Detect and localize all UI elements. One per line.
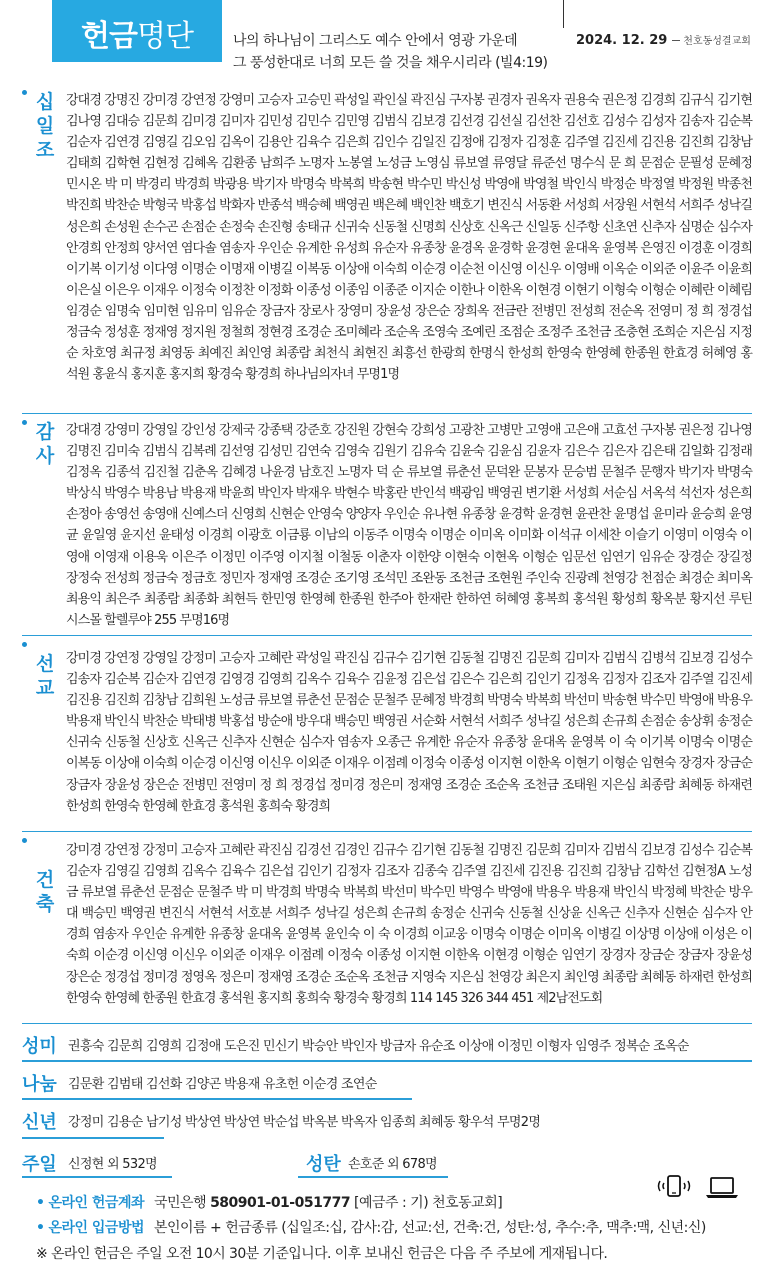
divider-christmas: [298, 1176, 448, 1178]
divider-sunday: [22, 1176, 172, 1178]
title-light: 명단: [137, 19, 193, 54]
account-number[interactable]: 580901-01-051777: [210, 1195, 351, 1211]
section-label-rice: 성미: [22, 1036, 57, 1057]
divider-share: [22, 1098, 412, 1100]
date-dash: [672, 40, 680, 41]
section-label-christmas: 성탄: [306, 1154, 341, 1175]
section-label-mission: 선교: [35, 653, 55, 699]
divider-newyear: [22, 1137, 164, 1139]
online-account-row: [36, 1192, 502, 1212]
section-label-newyear: 신년: [22, 1112, 57, 1133]
divider-rice: [42, 1060, 752, 1062]
newyear-names: 강정미 김용순 남기성 박상연 박상연 박순섭 박옥분 박옥자 임종희 최혜동 황우석 무명2명: [68, 1115, 541, 1130]
verse-line-1: 나의 하나님이 그리스도 예수 안에서 영광 가운데: [233, 33, 518, 49]
section-label-thanks: 감사: [35, 421, 55, 467]
verse-line-2: 그 풍성한대로 너희 모든 쓸 것을 채우시리라 (빌4:19): [233, 55, 548, 71]
footer-note: ※ 온라인 헌금은 주일 오전 10시 30분 기준입니다. 이후 보내신 헌금은 다음 주 주보에 게재됩니다.: [36, 1246, 608, 1262]
page-title: [52, 20, 222, 54]
section-label-building: 건축: [35, 869, 55, 915]
share-names: 김문환 김범태 김선화 김양곤 박용재 유초헌 이순경 조연순: [68, 1077, 377, 1092]
date-line: [576, 32, 751, 48]
section-thanks: [22, 414, 752, 636]
bullet: •: [36, 1195, 45, 1211]
thanks-names: 강대경 강영미 강영일 강인성 강제국 강종택 강준호 강진원 강현숙 강희성 고광찬 고병만 고영애 고은애 고효선 구자봉 권은정 김나영 김명진 김미숙 김범식 김복례 김선영 김성민 김연숙 김영숙 김원기 김유숙 김윤숙 김윤심 김윤자 김은수 김은자 김은태 김일화 김정래 김정옥 김종석 김진철 김춘옥 김혜경 나윤경 남호진 노명자 덕 순 류보열 류춘선 문덕완 문봉자 문승범 문철주 문행자 박기자 박명숙 박상식 박영수 박용남 박용재 박윤희 박인자 박재우 박현수 박홍란 반인석 백광임 백영권 변기환 서성희 서순심 서옥석 석선자 성은희 손정아 송영선 송영애 신예스더 신영희 신현순 안영숙 양양자 우인순 유나현 유종창 윤경학 윤경현 윤관찬 윤명섭 윤미라 윤승희 윤영균 윤일영 윤지선 윤태성 이경희 이광호 이금룡 이남의 이동주 이명숙 이명순 이미옥 이미화 이석규 이세찬 이슬기 이영미 이영숙 이영애 이영재 이용욱 이은주 이정민 이주영 이지철 이철동 이춘자 이한양 이현숙 이현옥 이형순 임문선 임연기 임유순 장경순 장길정 장정숙 전성희 정금숙 정금호 정민자 정재영 조경순 조기영 조석민 조완동 조천금 조현원 주인숙 진광례 천영강 천점순 최경순 최미옥 최용익 최은주 최종람 최종화 최현득 한민영 한영혜 한종원 한주아 한재란 한하연 허혜영 홍복희 홍석원 황성희 황옥분 황지선 루틴 시스몰 할렐루야 255 무명16명: [66, 423, 752, 628]
phone-icon: [656, 1174, 692, 1198]
online-method-text: 본인이름 + 헌금종류 (십일조:십, 감사:감, 선교:선, 건축:건, 성탄:성, 추수:추, 맥추:맥, 신년:신): [154, 1220, 706, 1236]
account-holder: [예금주 : 기) 천호동교회]: [354, 1195, 503, 1211]
bulletin-date: 2024. 12. 29: [576, 33, 668, 48]
section-tithe: [22, 84, 752, 414]
bank-name: 국민은행: [154, 1195, 207, 1211]
online-method-row: [36, 1217, 706, 1237]
underline-rice: [22, 1060, 42, 1062]
online-account-label: 온라인 헌금계좌: [48, 1195, 144, 1211]
bible-verse: [233, 30, 547, 74]
tithe-names: 강대경 강명진 강미경 강연정 강영미 고승자 고승민 곽성일 곽인실 곽진심 구자봉 권경자 권옥자 권용숙 권은정 김경희 김규식 김기현 김나영 김대승 김문희 김미경 김미자 김민성 김민수 김민영 김범식 김보경 김선경 김선실 김선찬 김선호 김성수 김성자 김송자 김순복 김순자 김연경 김영길 김오임 김옥이 김용안 김육수 김은희 김인수 김일진 김정애 김정자 김정훈 김주열 김진세 김진용 김진희 김창남 김태희 김학현 김현정 김혜옥 김환종 남희주 노명자 노봉열 노성금 노영심 류보열 류영달 류준선 명수식 문 희 문점순 문필성 문혜정 민시온 박 미 박경리 박경희 박광용 박기자 박명숙 박복희 박송현 박수민 박신성 박영애 박영철 박인식 박정순 박정열 박정원 박종천 박진희 박찬순 박형국 박홍섭 박화자 반종석 백승혜 백영권 백은혜 백인찬 백호기 변진식 서동환 서성희 서장원 서현석 서희주 성낙길 성은희 손성원 손수곤 손점순 손정숙 손진형 송태규 신귀숙 신동철 신명희 신상호 신옥근 신일동 신주항 신초연 신추자 심명순 심수자 안경희 안정희 양서연 염다솔 염송자 우인순 유계한 유성희 유순자 유종창 윤경옥 윤경학 윤경현 윤대옥 윤영복 은영진 이경훈 이경희 이기복 이기성 이다영 이명순 이명재 이병길 이복동 이상애 이숙희 이순경 이순천 이신영 이신우 이영배 이옥순 이외준 이윤주 이윤희 이은실 이은우 이재우 이정숙 이정찬 이정화 이종성 이종임 이종준 이지순 이한나 이한옥 이현경 이현기 이형숙 이형순 이혜란 이혜림 임경순 임명숙 임미현 임유미 임유순 장금자 장로사 장영미 장윤성 장은순 장희옥 전금란 전병민 전성희 전순옥 전영미 정 희 정경섭 정금숙 정성훈 정재영 정지원 정철희 정현경 조경순 조미혜라 조순옥 조영숙 조예린 조점순 조정주 조천금 조충현 조희순 지은심 지정순 차호영 최규정 최영동 최예진 최인영 최종람 최천식 최현진 최흥선 한광희 한명식 한성희 한영숙 한영혜 한종원 한효경 허혜영 홍석원 홍윤식 홍지훈 홍지희 황경숙 황경희 하나님의자녀 무명1명: [66, 93, 752, 383]
sunday-names: 신정현 외 532명: [68, 1157, 157, 1172]
bullet: •: [36, 1220, 45, 1236]
section-building: [22, 832, 752, 1024]
title-bold: 헌금: [81, 19, 137, 54]
title-banner: [52, 0, 222, 62]
section-label-tithe: 십일조: [35, 91, 55, 161]
rice-names: 권흥숙 김문희 김영희 김정애 도은진 민신기 박승안 박인자 방금자 유순조 이상애 이정민 이형자 임영주 정복순 조옥순: [68, 1039, 689, 1054]
section-dot: [22, 838, 27, 843]
section-dot: [22, 420, 27, 425]
section-dot: [22, 642, 27, 647]
laptop-icon: [704, 1175, 740, 1199]
section-mission: [22, 636, 752, 832]
building-names: 강미경 강연정 강정미 고승자 고혜란 곽진심 김경선 김경인 김규수 김기현 김동철 김명진 김문희 김미자 김범식 김보경 김성수 김순복 김순자 김영길 김영희 김옥수 김육수 김은섭 김인기 김정자 김조자 김종숙 김주열 김진세 김진용 김진희 김창남 김학선 김현정A 노성금 류보열 류춘선 문점순 문철주 박 미 박경희 박명숙 박복희 박선미 박수민 박영수 박영애 박용우 박용재 박인식 박정혜 박찬순 방우대 백승민 백영권 변진식 서현석 서호분 서희주 성낙길 성은희 손규희 송정순 신귀숙 신동철 신상윤 신옥근 신추자 신현순 심수자 안경희 염송자 우인순 유계한 유종창 윤대옥 윤영복 윤인숙 이 숙 이경희 이교웅 이명숙 이명순 이미옥 이병길 이상명 이상애 이성은 이숙희 이순경 이신영 이신우 이외준 이재우 이점례 이정숙 이종성 이지현 이한옥 이현경 이형순 임연기 장경자 장금순 장금자 장윤성 장은순 정경섭 정미경 정영옥 정은미 정재영 조경순 조순옥 조천금 지영숙 지은심 천영강 최은지 최인영 최종람 최혜동 하재련 한성희 한영숙 한영혜 한종원 한효경 홍석원 홍지희 홍희숙 황경숙 황경희 114 145 326 344 451 제2남전도회: [66, 843, 752, 1006]
church-name: 천호동성결교회: [683, 36, 751, 47]
mission-names: 강미경 강연정 강영일 강정미 고승자 고혜란 곽성일 곽진심 김규수 김기현 김동철 김명진 김문희 김미자 김범식 김병석 김보경 김성수 김송자 김순복 김순자 김연경 김영경 김영희 김옥수 김육수 김윤정 김은섭 김은수 김은희 김인기 김정옥 김정자 김조자 김주열 김진세 김진용 김진희 김창남 김희원 노성금 류보열 류춘선 문점순 문철주 문혜정 박경희 박명숙 박복희 박선미 박송현 박수민 박영애 박용우 박용재 박인식 박찬순 박태병 박홍섭 방순애 방우대 백승민 백영권 서순화 서현석 서희주 성낙길 성은희 손규희 손점순 송상휘 송정순 신귀숙 신동철 신상호 신옥근 신추자 신현순 심수자 염송자 오종근 유계한 유순자 유종창 윤대옥 윤영복 이 숙 이기복 이명숙 이명순 이복동 이상애 이숙희 이순경 이신영 이신우 이외준 이재우 이점례 이정숙 이종성 이지현 이한옥 이현기 이형순 임현숙 장경자 장금순 장금자 장윤성 장은순 전병민 전영미 정 희 정경섭 정미경 정은미 정재영 조경순 조순옥 조천금 조태원 지은심 최종람 최혜동 하재련 한성희 한영숙 한영혜 한효경 홍석원 홍희숙 황경희: [66, 651, 752, 814]
online-method-label: 온라인 입금방법: [48, 1220, 144, 1236]
section-dot: [22, 90, 27, 95]
section-label-sunday: 주일: [22, 1154, 57, 1175]
christmas-names: 손호준 외 678명: [348, 1157, 437, 1172]
section-label-share: 나눔: [22, 1074, 57, 1095]
divider-vertical: [563, 0, 564, 28]
